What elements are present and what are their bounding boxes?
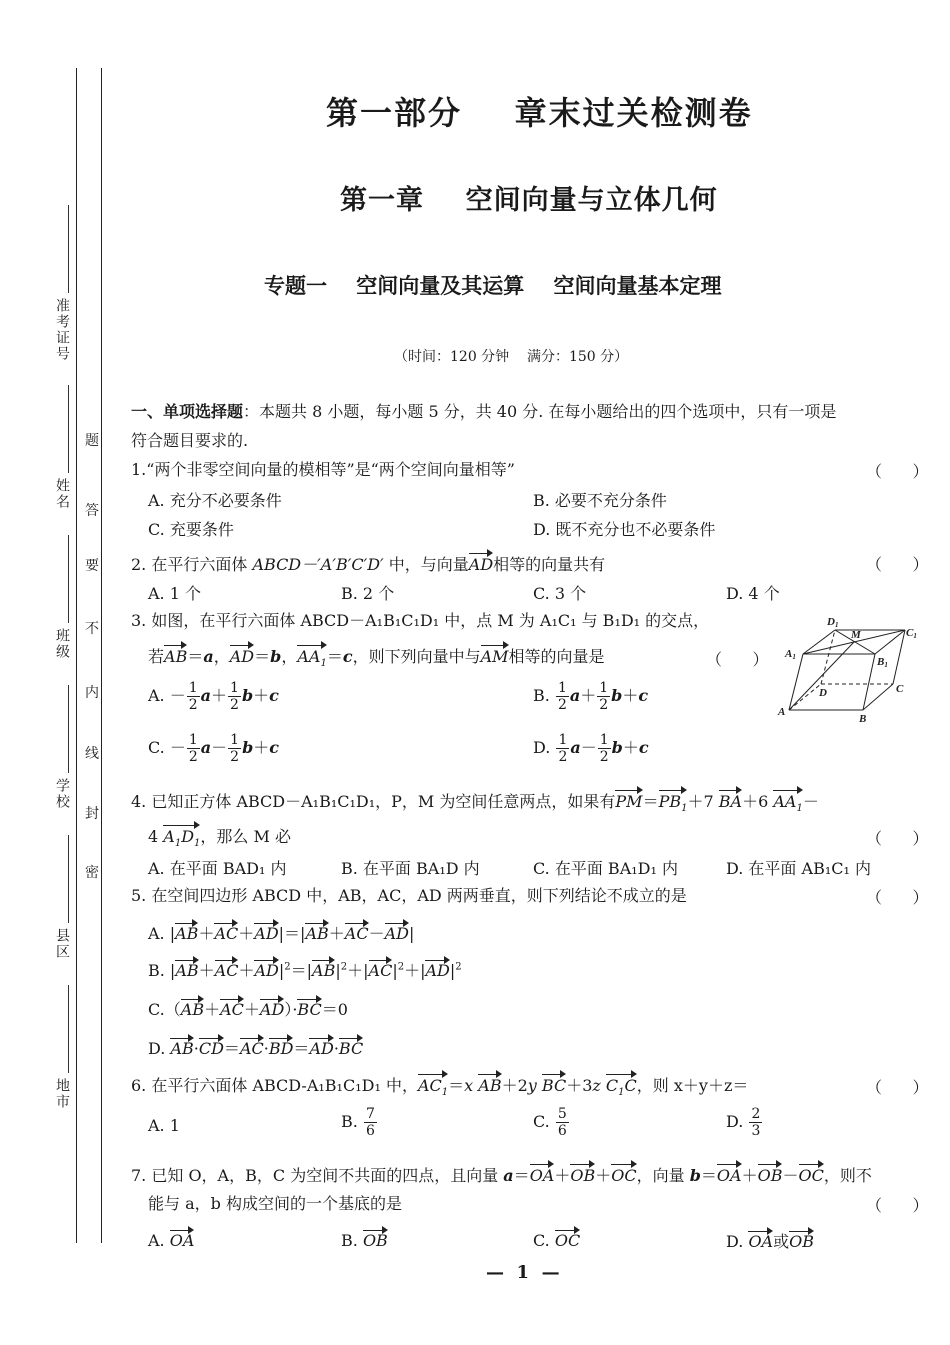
q7-stem-2: 能与 a，b 构成空间的一个基底的是: [148, 1194, 402, 1213]
seal-char: 题: [85, 433, 99, 449]
q6-option-c: C. $\frac{5}{6}$: [533, 1106, 567, 1139]
q4-option-b: B. 在平面 BA₁D 内: [341, 859, 480, 878]
blank-county: [68, 835, 69, 923]
answer-paren: （ ）: [866, 462, 929, 481]
label-class: 班级: [54, 628, 70, 660]
blank-name: [68, 385, 69, 473]
section-intro-text: ：本题共 8 小题，每小题 5 分，共 40 分. 在每小题给出的四个选项中，只有一项是: [243, 402, 837, 421]
q6-option-d: D. $\frac{2}{3}$: [726, 1106, 761, 1139]
vector-ad: AD: [469, 552, 493, 576]
blank-exam-number: [68, 205, 69, 293]
q4-option-c: C. 在平面 BA₁D₁ 内: [533, 859, 678, 878]
q4-stem-1: 4. 已知正方体 ABCD－A₁B₁C₁D₁，P，M 为空间任意两点，如果有$PM=PB_1+7$ BA＋6 $AA_1-$: [131, 789, 819, 820]
q4-stem-2: 4 $A_1D_1$，那么 M 必: [148, 824, 291, 855]
q2-option-c: C. 3 个: [533, 584, 587, 603]
vertex-label: D: [819, 687, 827, 699]
q7-stem-1: 7. 已知 O，A，B，C 为空间不共面的四点，且向量 a＝OA＋OB＋OC，向量 b＝OA＋OB－OC，则不: [131, 1163, 872, 1187]
answer-paren: （ ）: [866, 1078, 929, 1097]
seal-char: 不: [85, 621, 99, 637]
vertex-label: D1: [827, 616, 839, 629]
topic-title: 专题一 空间向量及其运算 空间向量基本定理: [264, 274, 722, 298]
answer-paren: （ ）: [866, 829, 929, 848]
segment-am: [789, 642, 854, 710]
edge: [789, 654, 803, 710]
q7-option-c: C. OC: [533, 1231, 581, 1250]
q7-option-d: D. OA或OB: [726, 1232, 814, 1251]
seal-char: 答: [85, 503, 99, 519]
q4-option-a: A. 在平面 BAD₁ 内: [148, 859, 287, 878]
blank-school: [68, 685, 69, 773]
q3-option-b: B. $\frac{1}{2}$ a＋ $\frac{1}{2}$ b＋c: [533, 680, 649, 713]
margin-line-outer: [76, 68, 77, 1243]
label-name: 姓名: [54, 478, 70, 510]
seal-char: 密: [85, 865, 99, 881]
seal-char: 要: [85, 558, 99, 574]
q5-option-a: A. |AB＋AC＋AD|＝|AB＋AC－AD|: [148, 924, 415, 943]
label-exam-number: 准考证号: [54, 298, 70, 362]
vertex-label: B: [859, 713, 867, 725]
q1-option-b: B. 必要不充分条件: [533, 491, 667, 510]
answer-paren: （ ）: [706, 650, 769, 669]
q6-stem: 6. 在平行六面体 ABCD-A₁B₁C₁D₁ 中，$AC_1=x$ AB＋2y BC＋3z $C_1C$，则 x＋y＋z＝: [131, 1073, 748, 1104]
vertex-label: B1: [877, 656, 888, 669]
time-info: （时间：120 分钟 满分：150 分）: [394, 349, 629, 365]
seal-char: 封: [85, 806, 99, 822]
q3-stem-2: 若AB＝a，AD＝b，$AA_1=c$，则下列向量中与AM相等的向量是: [148, 644, 605, 675]
q6-option-a: A. 1: [148, 1116, 180, 1135]
q3-option-d: D. $\frac{1}{2}$ a－ $\frac{1}{2}$ b＋c: [533, 732, 649, 765]
q1-option-a: A. 充分不必要条件: [148, 491, 282, 510]
answer-paren: （ ）: [866, 1196, 929, 1215]
q5-option-d: D. AB·CD＝AC·BD＝AD·BC: [148, 1039, 364, 1058]
seal-char: 线: [85, 746, 99, 762]
vertex-label: A1: [785, 648, 796, 661]
section-intro-2: 符合题目要求的.: [131, 431, 249, 450]
blank-class: [68, 535, 69, 623]
vertex-label: C1: [906, 627, 917, 640]
page-number: — 1 —: [486, 1262, 560, 1283]
label-school: 学校: [54, 778, 70, 810]
q5-option-b: B. $|AB+AC+AD|^2=|AB|^2+|AC|^2+|AD|^2$: [148, 961, 462, 980]
label-county: 县区: [54, 928, 70, 960]
q2-option-a: A. 1 个: [148, 584, 201, 603]
q1-option-d: D. 既不充分也不必要条件: [533, 520, 716, 539]
q3-option-a: A. － $\frac{1}{2}$ a＋ $\frac{1}{2}$ b＋c: [148, 680, 279, 713]
q2-stem: 2. 在平行六面体 ABCD－′A′B′C′D′ 中，与向量AD相等的向量共有: [131, 552, 605, 576]
answer-paren: （ ）: [866, 555, 929, 574]
q3-stem-1: 3. 如图，在平行六面体 ABCD－A₁B₁C₁D₁ 中，点 M 为 A₁C₁ 与 B₁D₁ 的交点，: [131, 611, 710, 630]
answer-paren: （ ）: [866, 888, 929, 907]
section-intro: [131, 401, 836, 423]
q4-option-d: D. 在平面 AB₁C₁ 内: [726, 859, 871, 878]
hidden-edge: [821, 630, 835, 684]
seal-char: 内: [85, 685, 99, 701]
q1-stem: 1.“两个非零空间向量的模相等”是“两个空间向量相等”: [131, 460, 515, 479]
vertex-label: A: [778, 706, 786, 718]
q5-stem: 5. 在空间四边形 ABCD 中，AB，AC，AD 两两垂直，则下列结论不成立的是: [131, 886, 687, 905]
q5-option-c: C.（AB＋AC＋AD）·BC＝0: [148, 1000, 348, 1019]
margin-line-inner: [101, 68, 102, 1243]
blank-city: [68, 985, 69, 1073]
chapter-title: 第一章 空间向量与立体几何: [340, 185, 718, 216]
hidden-edge: [789, 684, 821, 710]
q2-option-d: D. 4 个: [726, 584, 780, 603]
q2-option-b: B. 2 个: [341, 584, 395, 603]
q1-option-c: C. 充要条件: [148, 520, 234, 539]
q3-option-c: C. － $\frac{1}{2}$ a－ $\frac{1}{2}$ b＋c: [148, 732, 280, 765]
q7-option-a: A. OA: [148, 1231, 195, 1250]
q7-option-b: B. OB: [341, 1231, 388, 1250]
section-heading: 一、单项选择题: [131, 402, 244, 421]
label-city: 地市: [54, 1078, 70, 1110]
parallelepiped-figure: [775, 612, 930, 727]
part-title: 第一部分 章末过关检测卷: [326, 94, 753, 132]
vertex-label: M: [851, 629, 861, 641]
q6-option-b: B. $\frac{7}{6}$: [341, 1106, 375, 1139]
vertex-label: C: [896, 683, 904, 695]
